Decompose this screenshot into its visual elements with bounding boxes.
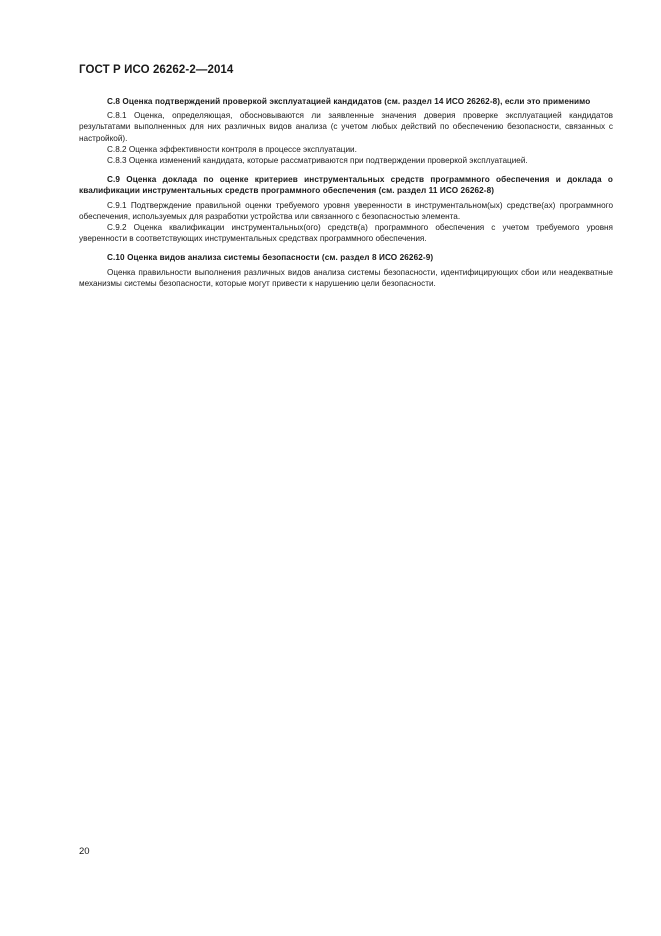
section-c8-heading: С.8 Оценка подтверждений проверкой эксплуатацией кандидатов (см. раздел 14 ИСО 26262-8), если это применимо xyxy=(107,97,591,106)
paragraph-c8-1: С.8.1 Оценка, определяющая, обосновываются ли заявленные значения доверия проверке эксплуатацией кандидатов результатами выполненных для них различных видов анализа (с учетом любых действий по обеспечению безопасности, связанных с настройкой). xyxy=(79,111,613,143)
page-number: 20 xyxy=(79,846,90,857)
paragraph-c8-2: С.8.2 Оценка эффективности контроля в процессе эксплуатации. xyxy=(107,144,357,154)
document-body xyxy=(79,96,613,289)
section-c10-heading: С.10 Оценка видов анализа системы безопасности (см. раздел 8 ИСО 26262-9) xyxy=(107,253,434,263)
document-header: ГОСТ Р ИСО 26262-2—2014 xyxy=(79,64,234,76)
paragraph-c8-3: С.8.3 Оценка изменений кандидата, которые рассматриваются при подтверждении проверкой эксплуатацией. xyxy=(107,156,528,166)
section-c9-heading: С.9 Оценка доклада по оценке критериев инструментальных средств программного обеспечения и доклада о квалификации инструментальных средств программного обеспечения (см. раздел 11 ИСО 26262-8) xyxy=(79,175,613,196)
paragraph-c9-2: С.9.2 Оценка квалификации инструментальных(ого) средств(а) программного обеспечения с учетом требуемого уровня уверенности в соответствующих инструментальных средствах программного обеспечения. xyxy=(79,223,613,244)
paragraph-c9-1: С.9.1 Подтверждение правильной оценки требуемого уровня уверенности в инструментальном(ых) средстве(ах) программного обеспечения, используемых для разработки устройства или связанного с безопасностью элемента. xyxy=(79,200,613,221)
paragraph-c10-1: Оценка правильности выполнения различных видов анализа системы безопасности, идентифицирующих сбои или неадекватные механизмы системы безопасности, которые могут привести к нарушению цели безопасности. xyxy=(79,267,613,288)
